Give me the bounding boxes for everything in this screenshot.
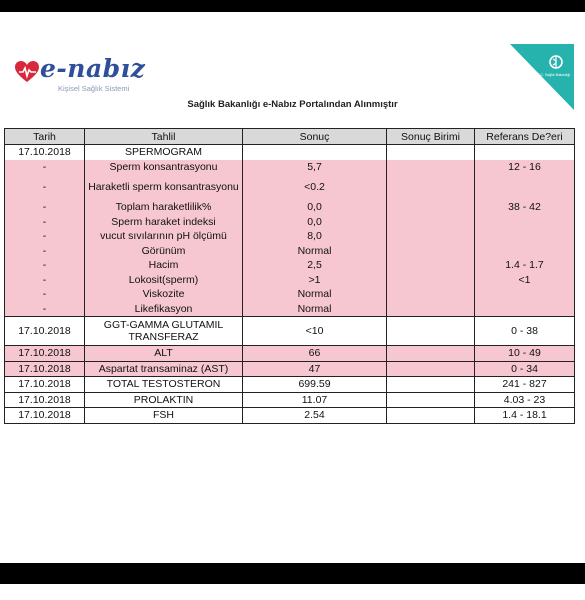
cell-date: - bbox=[5, 229, 85, 244]
cell-reference bbox=[475, 215, 575, 230]
col-header-reference: Referans De?eri bbox=[475, 129, 575, 145]
cell-unit bbox=[387, 302, 475, 317]
cell-unit bbox=[387, 361, 475, 377]
cell-reference: 1.4 - 1.7 bbox=[475, 258, 575, 273]
cell-result: 0,0 bbox=[243, 215, 387, 230]
table-row bbox=[5, 361, 575, 377]
cell-date: 17.10.2018 bbox=[5, 145, 85, 160]
table-row bbox=[5, 392, 575, 408]
col-header-result: Sonuç bbox=[243, 129, 387, 145]
table-row bbox=[5, 244, 575, 259]
cell-result: <0.2 bbox=[243, 174, 387, 200]
table-row bbox=[5, 229, 575, 244]
cell-reference bbox=[475, 302, 575, 317]
cell-test: TOTAL TESTOSTERON bbox=[85, 377, 243, 393]
logo-wordmark: e-nabız bbox=[40, 54, 146, 83]
cell-reference bbox=[475, 229, 575, 244]
cell-result: 2,5 bbox=[243, 258, 387, 273]
cell-reference bbox=[475, 174, 575, 200]
table-row bbox=[5, 258, 575, 273]
cell-date: - bbox=[5, 273, 85, 288]
table-row bbox=[5, 317, 575, 346]
logo-subtitle: Kişisel Sağlık Sistemi bbox=[58, 84, 130, 93]
cell-test: Viskozite bbox=[85, 287, 243, 302]
col-header-date: Tarih bbox=[5, 129, 85, 145]
cell-unit bbox=[387, 160, 475, 175]
cell-test: Sperm konsantrasyonu bbox=[85, 160, 243, 175]
cell-date: - bbox=[5, 174, 85, 200]
table-row bbox=[5, 346, 575, 362]
table-row bbox=[5, 174, 575, 200]
lab-results-table bbox=[4, 128, 575, 424]
cell-reference bbox=[475, 287, 575, 302]
enabiz-logo bbox=[14, 54, 154, 98]
cell-result: 2.54 bbox=[243, 408, 387, 424]
cell-reference: 38 - 42 bbox=[475, 200, 575, 215]
cell-test: Aspartat transaminaz (AST) bbox=[85, 361, 243, 377]
table-row bbox=[5, 145, 575, 160]
cell-result: 0,0 bbox=[243, 200, 387, 215]
col-header-test: Tahlil bbox=[85, 129, 243, 145]
cell-unit bbox=[387, 287, 475, 302]
cell-unit bbox=[387, 377, 475, 393]
cell-date: 17.10.2018 bbox=[5, 392, 85, 408]
col-header-unit: Sonuç Birimi bbox=[387, 129, 475, 145]
top-black-bar bbox=[0, 0, 585, 12]
cell-date: - bbox=[5, 200, 85, 215]
cell-result: Normal bbox=[243, 302, 387, 317]
cell-reference bbox=[475, 244, 575, 259]
cell-unit bbox=[387, 258, 475, 273]
cell-reference: 0 - 38 bbox=[475, 317, 575, 346]
cell-test: SPERMOGRAM bbox=[85, 145, 243, 160]
cell-date: - bbox=[5, 244, 85, 259]
cell-test: Görünüm bbox=[85, 244, 243, 259]
table-row bbox=[5, 377, 575, 393]
cell-result: 8,0 bbox=[243, 229, 387, 244]
cell-test: Toplam haraketlilik% bbox=[85, 200, 243, 215]
cell-result: >1 bbox=[243, 273, 387, 288]
cell-date: - bbox=[5, 302, 85, 317]
table-row bbox=[5, 160, 575, 175]
cell-date: 17.10.2018 bbox=[5, 317, 85, 346]
cell-result: Normal bbox=[243, 244, 387, 259]
table-row bbox=[5, 408, 575, 424]
cell-date: 17.10.2018 bbox=[5, 361, 85, 377]
cell-reference: 10 - 49 bbox=[475, 346, 575, 362]
cell-unit bbox=[387, 215, 475, 230]
table-row bbox=[5, 273, 575, 288]
cell-result: 47 bbox=[243, 361, 387, 377]
cell-test: vucut sıvılarının pH ölçümü bbox=[85, 229, 243, 244]
cell-unit bbox=[387, 145, 475, 160]
cell-result: Normal bbox=[243, 287, 387, 302]
cell-reference: 0 - 34 bbox=[475, 361, 575, 377]
cell-unit bbox=[387, 200, 475, 215]
cell-test: GGT-GAMMA GLUTAMIL TRANSFERAZ bbox=[85, 317, 243, 346]
table-row bbox=[5, 287, 575, 302]
cell-date: - bbox=[5, 258, 85, 273]
cell-unit bbox=[387, 174, 475, 200]
cell-test: PROLAKTIN bbox=[85, 392, 243, 408]
cell-reference: 4.03 - 23 bbox=[475, 392, 575, 408]
cell-unit bbox=[387, 244, 475, 259]
cell-date: 17.10.2018 bbox=[5, 377, 85, 393]
cell-unit bbox=[387, 346, 475, 362]
cell-reference: 241 - 827 bbox=[475, 377, 575, 393]
cell-date: - bbox=[5, 160, 85, 175]
table-row bbox=[5, 302, 575, 317]
cell-unit bbox=[387, 392, 475, 408]
ministry-logo-text: T.C. Sağlık Bakanlığı bbox=[537, 73, 571, 77]
cell-date: 17.10.2018 bbox=[5, 408, 85, 424]
cell-reference: <1 bbox=[475, 273, 575, 288]
heart-logo-icon bbox=[14, 60, 40, 84]
cell-test: Sperm haraket indeksi bbox=[85, 215, 243, 230]
cell-result: 66 bbox=[243, 346, 387, 362]
cell-reference: 1.4 - 18.1 bbox=[475, 408, 575, 424]
cell-test: FSH bbox=[85, 408, 243, 424]
cell-unit bbox=[387, 229, 475, 244]
cell-result: 5,7 bbox=[243, 160, 387, 175]
table-row bbox=[5, 215, 575, 230]
cell-result: 699.59 bbox=[243, 377, 387, 393]
bottom-white-strip bbox=[0, 584, 585, 600]
cell-unit bbox=[387, 317, 475, 346]
cell-test: Likefikasyon bbox=[85, 302, 243, 317]
cell-date: - bbox=[5, 287, 85, 302]
cell-result: 11.07 bbox=[243, 392, 387, 408]
cell-test: Haraketli sperm konsantrasyonu bbox=[85, 174, 243, 200]
cell-reference: 12 - 16 bbox=[475, 160, 575, 175]
cell-unit bbox=[387, 273, 475, 288]
page-title: Sağlık Bakanlığı e-Nabız Portalından Alınmıştır bbox=[187, 99, 398, 110]
cell-date: - bbox=[5, 215, 85, 230]
cell-reference bbox=[475, 145, 575, 160]
cell-result bbox=[243, 145, 387, 160]
cell-test: Lokosit(sperm) bbox=[85, 273, 243, 288]
table-header-row bbox=[5, 129, 575, 145]
cell-date: 17.10.2018 bbox=[5, 346, 85, 362]
table-row bbox=[5, 200, 575, 215]
cell-test: ALT bbox=[85, 346, 243, 362]
cell-test: Hacim bbox=[85, 258, 243, 273]
cell-unit bbox=[387, 408, 475, 424]
cell-result: <10 bbox=[243, 317, 387, 346]
